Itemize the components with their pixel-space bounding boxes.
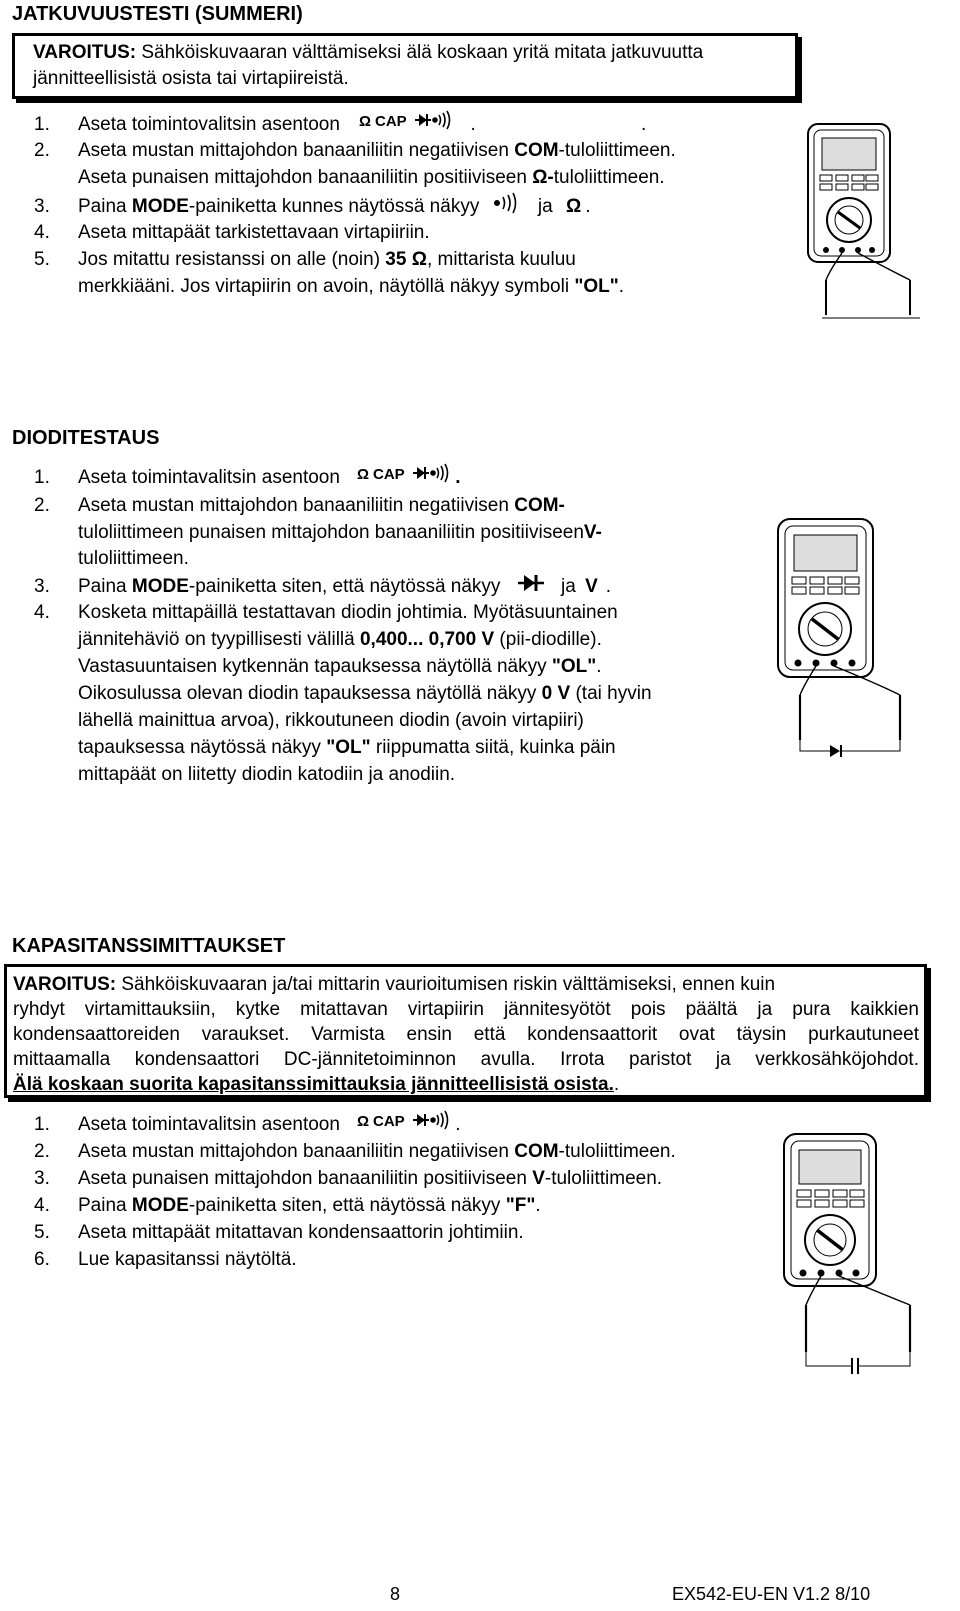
continuity-step-3: 3. Paina MODE-painiketta kunnes näytössä näkyy ja Ω .: [34, 192, 590, 222]
continuity-step-1: 1. Aseta toimintovalitsin asentoon Ω CAP . .: [34, 110, 726, 140]
selector-symbol-icon: [355, 463, 455, 493]
section-title-capacitance: KAPASITANSSIMITTAUKSET: [12, 935, 286, 957]
cap-step-3: 3. Aseta punaisen mittajohdon banaaniliitin positiiviseen V-tuloliittimeen.: [34, 1168, 663, 1189]
omega-symbol: Ω: [359, 113, 372, 130]
cap-step-4: 4. Paina MODE-painiketta siten, että näytössä näkyy "F".: [34, 1195, 541, 1216]
warning-line-2: jännitteellisistä osista tai virtapiireistä.: [33, 68, 349, 89]
svg-text:Ω: Ω: [357, 1113, 370, 1130]
diode-step-3: 3. Paina MODE-painiketta siten, että näytössä näkyy ja V .: [34, 572, 611, 602]
multimeter-capacitance-illustration: [770, 1130, 930, 1380]
selector-symbol-icon: [355, 1110, 455, 1140]
buzzer-glyph: [433, 111, 450, 129]
svg-text:CAP: CAP: [373, 466, 405, 483]
cap-symbol: CAP: [375, 113, 407, 130]
cap-step-1: 1. Aseta toimintavalitsin asentoon Ω CAP .: [34, 1110, 461, 1140]
section-title-continuity: JATKUVUUSTESTI (SUMMERI): [12, 3, 303, 25]
continuity-step-5b: merkkiääni. Jos virtapiirin on avoin, näytöllä näkyy symboli "OL".: [78, 276, 625, 297]
warning-box-continuity: [12, 33, 798, 99]
diode-step-4f: tapauksessa näytössä näkyy "OL" riippumatta siitä, kuinka päin: [78, 737, 616, 758]
diode-glyph: [415, 114, 431, 126]
multimeter-diode-illustration: [770, 515, 925, 775]
document-id: EX542-EU-EN V1.2 8/10: [672, 1584, 871, 1604]
diode-step-2b: tuloliittimeen punaisen mittajohdon banaaniliitin positiiviseenV-: [78, 522, 602, 543]
cap-step-6: 6. Lue kapasitanssi näytöltä.: [34, 1249, 297, 1270]
selector-symbol-icon: [357, 110, 457, 140]
diode-step-4b: jännitehäviö on tyypillisesti välillä 0,400... 0,700 V (pii-diodille).: [78, 629, 602, 650]
continuity-step-5: 5. Jos mitattu resistanssi on alle (noin) 35 Ω, mittarista kuuluu: [34, 249, 576, 270]
multimeter-continuity-illustration: [800, 120, 930, 330]
svg-text:CAP: CAP: [373, 1113, 405, 1130]
warning-line-1: VAROITUS: Sähköiskuvaaran välttämiseksi älä koskaan yritä mitata jatkuvuutta: [33, 42, 704, 63]
cap-warning-line-2: ryhdyt virtamittauksiin, kytke mitattavan virtapiirin jännitesyötöt pois päältä ja pura kaikkien: [13, 999, 919, 1020]
diode-step-4d: Oikosulussa olevan diodin tapauksessa näytöllä näkyy 0 V (tai hyvin: [78, 683, 652, 704]
diode-step-4: 4. Kosketa mittapäillä testattavan diodin johtimia. Myötäsuuntainen: [34, 602, 618, 623]
diode-step-2: 2. Aseta mustan mittajohdon banaaniliitin negatiivisen COM-: [34, 495, 565, 516]
page-number: 8: [390, 1584, 401, 1604]
buzzer-icon: [493, 192, 525, 222]
diode-step-4c: Vastasuuntaisen kytkennän tapauksessa näytöllä näkyy "OL".: [78, 656, 602, 677]
cap-warning-line-1: VAROITUS: Sähköiskuvaaran ja/tai mittarin vaurioitumisen riskin välttämiseksi, ennen kuin: [13, 974, 776, 995]
diode-icon: [516, 572, 546, 602]
diode-step-2c: tuloliittimeen.: [78, 548, 189, 569]
diode-step-1: 1. Aseta toimintavalitsin asentoon Ω CAP .: [34, 463, 461, 493]
cap-warning-line-4: mittaamalla kondensaattori DC-jännitetoiminnon avulla. Irrota paristot ja verkkosähköjohdot.: [13, 1049, 919, 1070]
diode-step-4e: lähellä mainittua arvoa), rikkoutuneen diodin (avoin virtapiiri): [78, 710, 584, 731]
cap-warning-line-5: Älä koskaan suorita kapasitanssimittauksia jännitteellisistä osista..: [13, 1074, 620, 1095]
cap-warning-line-3: kondensaattoreiden varaukset. Varmista ensin että kondensaattorit ovat täysin purkautuneet: [13, 1024, 919, 1045]
continuity-step-2: 2. Aseta mustan mittajohdon banaaniliitin negatiivisen COM-tuloliittimeen.: [34, 140, 676, 161]
cap-step-2: 2. Aseta mustan mittajohdon banaaniliitin negatiivisen COM-tuloliittimeen.: [34, 1141, 676, 1162]
cap-step-5: 5. Aseta mittapäät mitattavan kondensaattorin johtimiin.: [34, 1222, 524, 1243]
continuity-step-4: 4. Aseta mittapäät tarkistettavaan virtapiiriin.: [34, 222, 430, 243]
diode-step-4g: mittapäät on liitetty diodin katodiin ja anodiin.: [78, 764, 456, 785]
warning-box-capacitance: [4, 964, 927, 1098]
section-title-diode: DIODITESTAUS: [12, 427, 160, 449]
svg-text:Ω: Ω: [357, 466, 370, 483]
continuity-step-2b: Aseta punaisen mittajohdon banaaniliitin positiiviseen Ω-tuloliittimeen.: [78, 167, 665, 188]
